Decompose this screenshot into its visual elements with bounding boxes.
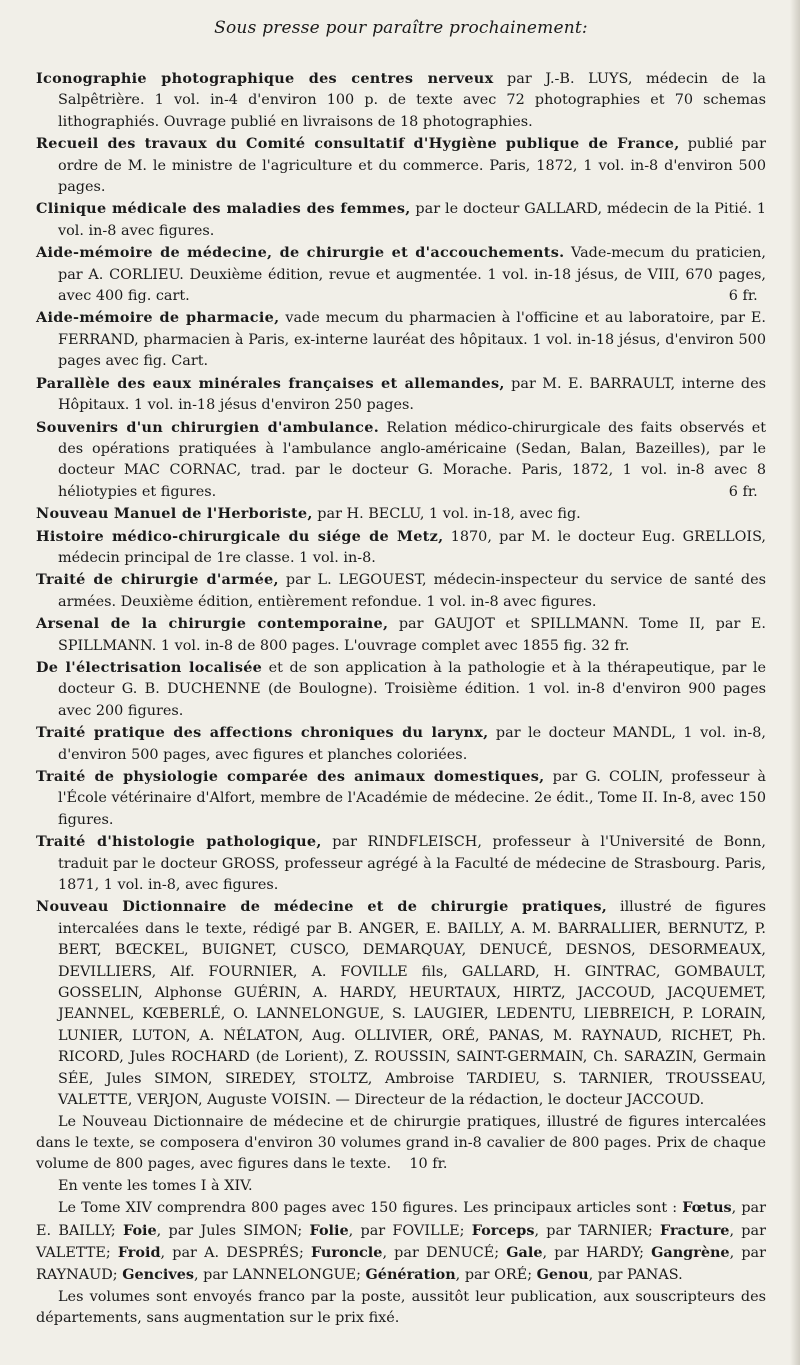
entry-text: par le docteur GALLARD, médecin de la Pitié. 1 vol. in-8 avec figures. <box>58 201 766 239</box>
entry-affections-larynx <box>36 722 766 766</box>
article-author: , par DENUCÉ; <box>382 1244 507 1261</box>
entry-recueil-hygiene <box>36 133 766 198</box>
article-title: Gangrène <box>651 1243 730 1261</box>
entry-title: Traité d'histologie pathologique, <box>36 833 322 851</box>
article-author: , par FOVILLE; <box>348 1222 472 1239</box>
entry-title: Recueil des travaux du Comité consultatif d'Hygiène publique de France, <box>36 135 680 153</box>
article-author: , par RAYNAUD; <box>36 1244 766 1284</box>
article-title: Genou <box>536 1266 589 1284</box>
article-title: Gale <box>506 1243 543 1261</box>
entry-title: Aide-mémoire de médecine, de chirurgie et d'accouchements. <box>36 244 565 262</box>
entry-title: Iconographie photographique des centres nerveux <box>36 70 494 87</box>
entry-title: Parallèle des eaux minérales françaises et allemandes, <box>36 374 505 392</box>
article-author: , par Jules SIMON; <box>156 1222 310 1239</box>
entry-title: Nouveau Dictionnaire de médecine et de chirurgie pratiques, <box>36 898 608 916</box>
article-title: Gencives <box>122 1266 194 1284</box>
entries-list <box>36 68 766 1112</box>
entry-text: Vade-mecum du praticien, par A. CORLIEU. Deuxième édition, revue et augmentée. 1 vol. in-18 jésus, de VIII, 670 pages, avec 400 fig. cart. <box>58 245 766 305</box>
entry-price: 6 fr. <box>728 288 758 305</box>
article-author: , par PANAS. <box>588 1267 683 1284</box>
article-title: Fracture <box>659 1221 730 1239</box>
entry-title: De l'électrisation localisée <box>36 658 263 676</box>
tome-xiv-paragraph <box>36 1197 766 1287</box>
dictionary-paragraph <box>36 1112 766 1176</box>
entry-aide-memoire-pharmacie <box>36 307 766 372</box>
entry-parallele-eaux <box>36 373 766 417</box>
article-title: Froid <box>117 1243 161 1261</box>
entry-histologie <box>36 831 766 896</box>
entry-manuel-herboriste <box>36 503 766 525</box>
en-vente-line: En vente les tomes I à XIV. <box>58 1177 253 1194</box>
entry-text: par J.-B. LUYS, médecin de la Salpêtrière. 1 vol. in-4 d'environ 100 p. de texte avec 72 photographies et 70 schemas lithographiés. Ouvrage publié en livraisons de 18 photographies. <box>58 71 766 130</box>
entry-text: vade mecum du pharmacien à l'officine et au laboratoire, par E. FERRAND, pharmacien à Paris, ex-interne lauréat des hôpitaux. 1 vol. in-18 jésus, d'environ 500 pages avec fig. Cart. <box>58 310 766 370</box>
entry-title: Nouveau Manuel de l'Herboriste, <box>36 505 313 523</box>
entry-text: par le docteur MANDL, 1 vol. in-8, d'environ 500 pages, avec figures et planches coloriées. <box>58 725 766 763</box>
article-title: Génération <box>365 1266 456 1284</box>
entry-text: illustré de figures intercalées dans le texte, rédigé par B. ANGER, E. BAILLY, A. M. BARRALLIER, BERNUTZ, P. BERT, BŒCKEL, BUIGNET, CUSCO, DEMARQUAY, DENUCÉ, DESNOS, DESORMEAUX, DEVILLIERS, Alf. FOURNIER, A. FOVILLE fils, GALLARD, H. GINTRAC, GOMBAULT, GOSSELIN, Alphonse GUÉRIN, A. HARDY, HEURTAUX, HIRTZ, JACCOUD, JACQUEMET, JEANNEL, KŒBERLÉ, O. LANNELONGUE, S. LAUGIER, LEDENTU, LIEBREICH, P. LORAIN, LUNIER, LUTON, A. NÉLATON, Aug. OLLIVIER, ORÉ, PANAS, M. RAYNAUD, RICHET, Ph. RICORD, Jules ROCHARD (de Lorient), Z. ROUSSIN, SAINT-GERMAIN, Ch. SARAZIN, Germain SÉE, Jules SIMON, SIREDEY, STOLTZ, Ambroise TARDIEU, S. TARNIER, TROUSSEAU, VALETTE, VERJON, Auguste VOISIN. — Directeur de la rédaction, le docteur JACCOUD. <box>58 899 767 1109</box>
entry-physiologie-comparee <box>36 766 766 831</box>
entry-iconographie <box>36 68 766 133</box>
entry-souvenirs-chirurgien <box>36 417 766 504</box>
entry-text: 1870, par M. le docteur Eug. GRELLOIS, médecin principal de 1re classe. 1 vol. in-8. <box>58 528 766 566</box>
entry-title: Clinique médicale des maladies des femmes, <box>36 200 411 218</box>
entry-arsenal-chirurgie <box>36 613 766 657</box>
entry-nouveau-dictionnaire <box>36 896 766 1111</box>
entry-text: par GAUJOT et SPILLMANN. Tome II, par E. SPILLMANN. 1 vol. in-8 de 800 pages. L'ouvrage complet avec 1855 fig. 32 fr. <box>58 616 766 654</box>
entry-electrisation <box>36 657 766 722</box>
entry-title: Traité pratique des affections chroniques du larynx, <box>36 724 489 742</box>
entry-text: par M. E. BARRAULT, interne des Hôpitaux. 1 vol. in-18 jésus d'environ 250 pages. <box>58 375 766 414</box>
article-author: , par LANNELONGUE; <box>193 1267 366 1284</box>
entry-text: Relation médico-chirurgicale des faits observés et des opérations pratiquées à l'ambulance anglo-américaine (Sedan, Balan, Bazeilles), par le docteur MAC CORNAC, trad. par le docteur G. Morache. Paris, 1872, 1 vol. in-8 avec 8 héliotypies et figures. <box>58 419 766 500</box>
article-title: Folie <box>309 1221 349 1239</box>
dictionary-text: Le Nouveau Dictionnaire de médecine et de chirurgie pratiques, illustré de figures intercalées dans le texte, se composera d'environ 30 volumes grand in-8 cavalier de 800 pages. Prix de chaque volume de 800 pages, avec figures dans le texte. <box>36 1113 766 1173</box>
article-author: , par E. BAILLY; <box>36 1200 766 1239</box>
entry-text: et de son application à la pathologie et à la thérapeutique, par le docteur G. B. DUCHENNE (de Boulogne). Troisième édition. 1 vol. in-8 d'environ 900 pages avec 200 figures. <box>58 659 766 719</box>
entry-text: par G. COLIN, professeur à l'École vétérinaire d'Alfort, membre de l'Académie de médecine. 2e édit., Tome II. In-8, avec 150 figures. <box>58 769 766 828</box>
article-title: Foie <box>123 1221 157 1239</box>
entry-aide-memoire-medecine <box>36 242 766 307</box>
dictionary-price: 10 fr. <box>409 1156 448 1173</box>
article-author: , par A. DESPRÉS; <box>160 1244 311 1261</box>
article-author: , par TARNIER; <box>534 1222 660 1239</box>
closing-paragraph: Les volumes sont envoyés franco par la poste, aussitôt leur publication, aux souscripteurs des départements, sans augmentation sur le prix fixé. <box>36 1288 766 1327</box>
entry-title: Arsenal de la chirurgie contemporaine, <box>36 615 389 633</box>
article-title: Fœtus <box>682 1199 732 1217</box>
entry-title: Histoire médico-chirurgicale du siége de Metz, <box>36 527 444 545</box>
entry-siege-metz <box>36 526 766 570</box>
entry-clinique-femmes <box>36 198 766 242</box>
entry-title: Aide-mémoire de pharmacie, <box>36 309 280 327</box>
page-edge-shadow <box>790 0 800 1365</box>
page-heading: Sous presse pour paraître prochainement: <box>214 18 588 38</box>
entry-title: Souvenirs d'un chirurgien d'ambulance. <box>36 418 380 436</box>
article-author: , par VALETTE; <box>36 1222 766 1261</box>
article-author: , par ORÉ; <box>455 1267 537 1284</box>
entry-title: Traité de physiologie comparée des animaux domestiques, <box>36 768 545 785</box>
entry-price: 6 fr. <box>728 483 758 500</box>
article-title: Forceps <box>471 1221 535 1239</box>
entry-text: par H. BECLU, 1 vol. in-18, avec fig. <box>312 506 581 523</box>
article-author: , par HARDY; <box>542 1244 652 1261</box>
entry-title: Traité de chirurgie d'armée, <box>36 571 279 589</box>
entry-text: par L. LEGOUEST, médecin-inspecteur du service de santé des armées. Deuxième édition, entièrement refondue. 1 vol. in-8 avec figures. <box>58 572 766 610</box>
entry-chirurgie-armee <box>36 569 766 613</box>
entry-text: par RINDFLEISCH, professeur à l'Université de Bonn, traduit par le docteur GROSS, professeur agrégé à la Faculté de médecine de Strasbourg. Paris, 1871, 1 vol. in-8, avec figures. <box>58 834 766 894</box>
article-title: Furoncle <box>310 1243 383 1261</box>
tome-intro: Le Tome XIV comprendra 800 pages avec 150 figures. Les principaux articles sont : <box>58 1200 678 1217</box>
entry-text: publié par ordre de M. le ministre de l'agriculture et du commerce. Paris, 1872, 1 vol. in-8 d'environ 500 pages. <box>58 136 766 196</box>
